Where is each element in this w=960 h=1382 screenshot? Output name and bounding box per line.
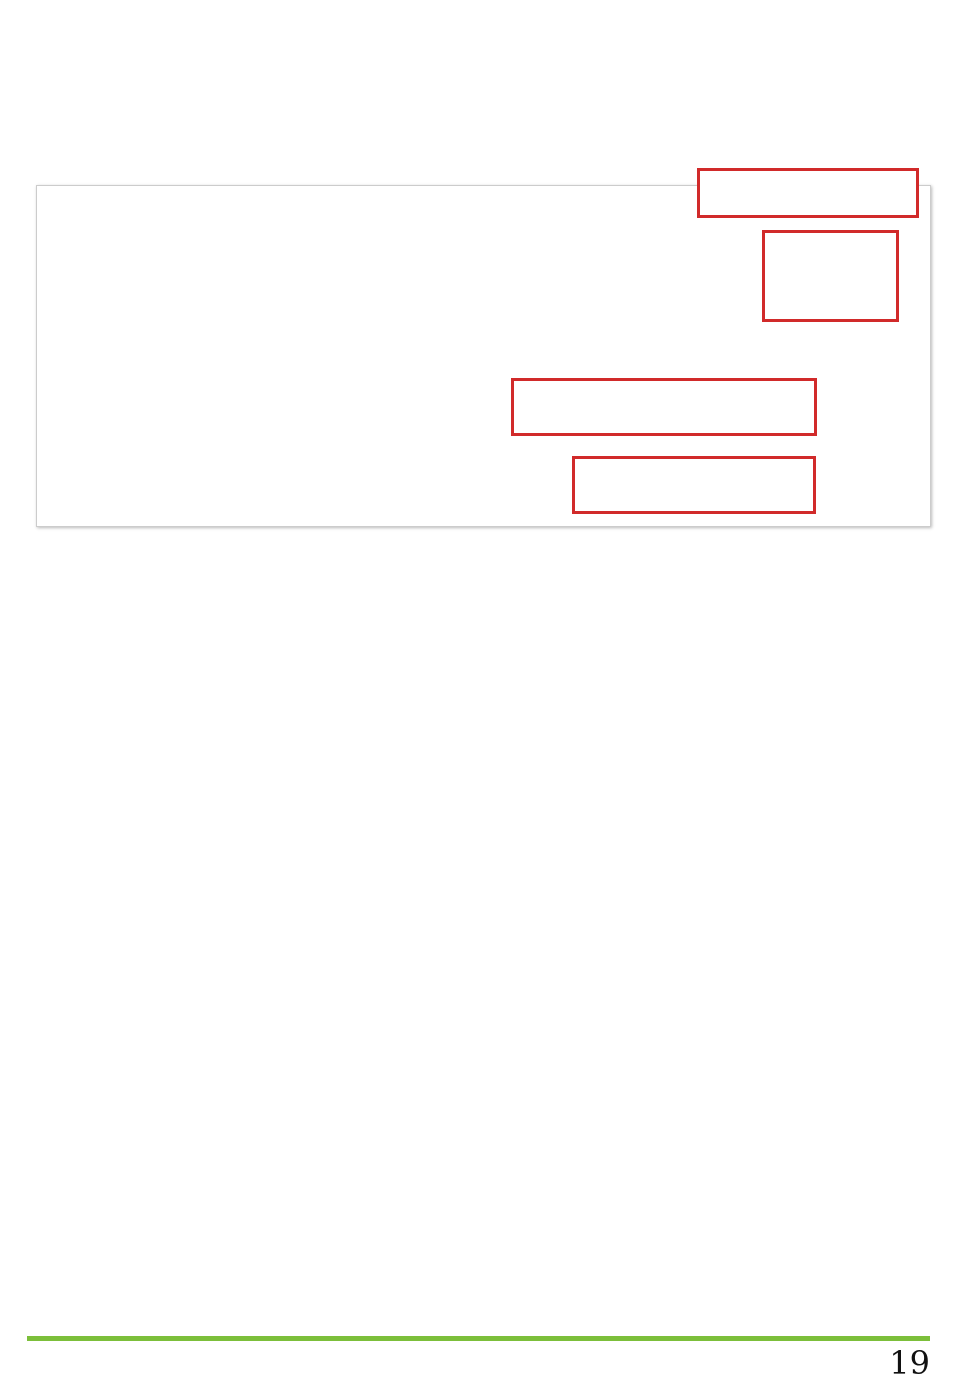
page-number: 19 — [889, 1344, 930, 1382]
callout-description — [762, 230, 899, 322]
footer-rule — [27, 1336, 930, 1341]
callout-title — [697, 168, 919, 218]
decorative-flowers — [800, 8, 930, 88]
callout-discussions — [511, 378, 817, 436]
callout-live — [572, 456, 816, 514]
